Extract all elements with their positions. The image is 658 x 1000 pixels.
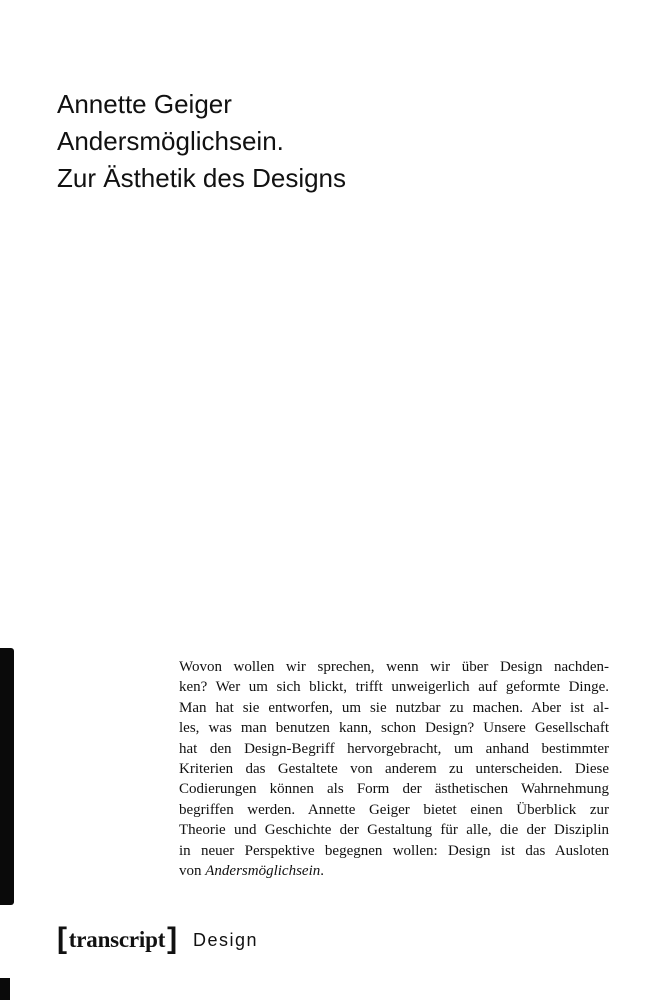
title-block bbox=[57, 86, 617, 197]
scan-edge-mark bbox=[0, 978, 10, 1000]
blurb-line: Kriterien das Gestaltete von anderem zu unterscheiden. Diese bbox=[179, 761, 609, 778]
logo-bracket-open: [ bbox=[57, 921, 67, 955]
publisher-name: transcript bbox=[68, 927, 166, 952]
book-subtitle: Zur Ästhetik des Designs bbox=[57, 163, 347, 193]
blurb-line: Wovon wollen wir sprechen, wenn wir über Design nachden- bbox=[179, 659, 609, 675]
blurb-line: Man hat sie entworfen, um sie nutzbar zu machen. Aber ist al- bbox=[179, 699, 609, 716]
blurb-line: Theorie und Geschichte der Gestaltung für alle, die der Disziplin bbox=[179, 822, 609, 839]
blurb-line: in neuer Perspektive begegnen wollen: Design ist das Ausloten bbox=[179, 842, 609, 859]
blurb-last-suffix: . bbox=[320, 863, 324, 880]
book-title: Andersmöglichsein. bbox=[57, 126, 284, 156]
publisher-footer bbox=[57, 922, 258, 958]
blurb-line: begriffen werden. Annette Geiger bietet einen Überblick zur bbox=[179, 801, 609, 818]
blurb-text bbox=[179, 657, 609, 881]
publisher-logo bbox=[57, 921, 177, 955]
logo-bracket-close: ] bbox=[167, 921, 177, 955]
blurb-line: Codierungen können als Form der ästhetischen Wahrnehmung bbox=[179, 781, 609, 798]
blurb-emphasis: Andersmöglichsein bbox=[205, 863, 321, 880]
series-name: Design bbox=[192, 929, 258, 950]
blurb-line: hat den Design-Begriff hervorgebracht, um anhand bestimmter bbox=[179, 740, 609, 757]
scan-edge-bar bbox=[0, 648, 14, 905]
blurb-last-line bbox=[179, 861, 609, 881]
blurb-line: ken? Wer um sich blickt, trifft unweigerlich auf geformte Dinge. bbox=[179, 679, 609, 696]
blurb-line: les, was man benutzen kann, schon Design? Unsere Gesellschaft bbox=[179, 720, 609, 737]
author-name: Annette Geiger bbox=[57, 89, 232, 119]
blurb-last-prefix: von bbox=[179, 863, 206, 880]
